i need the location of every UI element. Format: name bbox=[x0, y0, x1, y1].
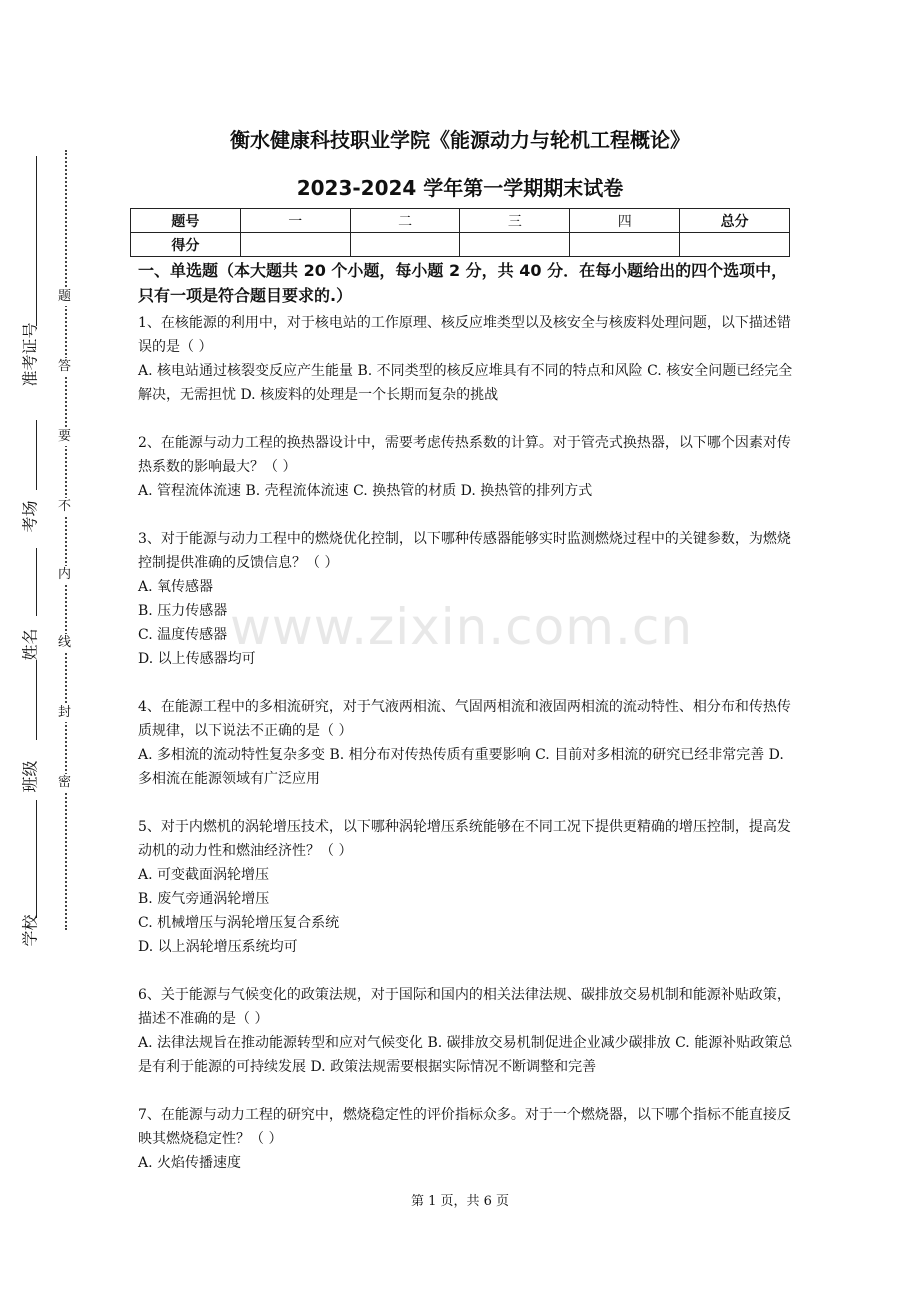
exam-id-label: 准考证号 bbox=[20, 322, 40, 387]
question-option: A. 核电站通过核裂变反应产生能量 B. 不同类型的核反应堆具有不同的特点和风险 C. 核安全问题已经完全解决，无需担忧 D. 核废料的处理是一个长期而复杂的挑战 bbox=[138, 363, 793, 403]
question-stem: 1、在核能源的利用中，对于核电站的工作原理、核反应堆类型以及核安全与核废料处理问题，以下描述错误的是（ ） bbox=[138, 315, 791, 355]
score-row bbox=[131, 233, 790, 257]
question-option: B. 废气旁通涡轮增压 bbox=[138, 891, 270, 907]
seal-word: 线 bbox=[58, 635, 72, 650]
page-footer: 第 1 页，共 6 页 bbox=[410, 1194, 510, 1209]
seal-word: 封 bbox=[58, 705, 72, 720]
watermark: www.zixin.com.cn bbox=[230, 598, 694, 656]
table-header-cell: 二 bbox=[350, 209, 460, 233]
question-item bbox=[138, 431, 798, 503]
field-line bbox=[36, 800, 37, 918]
question-stem: 5、对于内燃机的涡轮增压技术，以下哪种涡轮增压系统能够在不同工况下提供更精确的增压控制，提高发动机的动力性和燃油经济性？（ ） bbox=[138, 819, 791, 859]
question-option: C. 机械增压与涡轮增压复合系统 bbox=[138, 915, 340, 931]
score-cell bbox=[460, 233, 570, 257]
seal-dotted-line bbox=[65, 150, 67, 930]
question-option: A. 氧传感器 bbox=[138, 579, 214, 595]
question-item bbox=[138, 815, 798, 959]
question-option: A. 多相流的流动特性复杂多变 B. 相分布对传热传质有重要影响 C. 目前对多相流的研究已经非常完善 D. 多相流在能源领域有广泛应用 bbox=[138, 747, 784, 787]
exam-room-label: 考场 bbox=[20, 500, 40, 533]
question-item bbox=[138, 311, 798, 407]
question-option: D. 以上传感器均可 bbox=[138, 651, 256, 667]
seal-word: 答 bbox=[58, 359, 72, 374]
question-option: A. 法律法规旨在推动能源转型和应对气候变化 B. 碳排放交易机制促进企业减少碳排放 C. 能源补贴政策总是有利于能源的可持续发展 D. 政策法规需要根据实际情况不断调整和完善 bbox=[138, 1035, 793, 1075]
seal-word: 内 bbox=[58, 567, 72, 582]
seal-word: 密 bbox=[58, 775, 72, 790]
exam-title: 衡水健康科技职业学院《能源动力与轮机工程概论》 bbox=[230, 128, 690, 152]
question-list bbox=[138, 311, 798, 1175]
class-label: 班级 bbox=[20, 760, 40, 793]
question-item bbox=[138, 983, 798, 1079]
question-stem: 6、关于能源与气候变化的政策法规，对于国际和国内的相关法律法规、碳排放交易机制和能源补贴政策，描述不准确的是（ ） bbox=[138, 987, 791, 1027]
table-header-cell: 一 bbox=[240, 209, 350, 233]
table-header-cell: 总分 bbox=[680, 209, 790, 233]
seal-word: 要 bbox=[58, 429, 72, 444]
seal-word: 不 bbox=[58, 499, 72, 514]
table-header-cell: 四 bbox=[570, 209, 680, 233]
question-stem: 2、在能源与动力工程的换热器设计中，需要考虑传热系数的计算。对于管壳式换热器，以下哪个因素对传热系数的影响最大？（ ） bbox=[138, 435, 791, 475]
question-stem: 3、对于能源与动力工程中的燃烧优化控制，以下哪种传感器能够实时监测燃烧过程中的关键参数，为燃烧控制提供准确的反馈信息？（ ） bbox=[138, 531, 791, 571]
table-header-cell: 题号 bbox=[131, 209, 241, 233]
question-area bbox=[138, 258, 798, 1199]
question-option: A. 管程流体流速 B. 壳程流体流速 C. 换热管的材质 D. 换热管的排列方式 bbox=[138, 483, 593, 499]
exam-subtitle: 2023-2024 学年第一学期期末试卷 bbox=[296, 176, 624, 200]
score-cell bbox=[240, 233, 350, 257]
score-table bbox=[130, 208, 790, 257]
question-option: D. 以上涡轮增压系统均可 bbox=[138, 939, 298, 955]
score-header-row bbox=[131, 209, 790, 233]
field-line bbox=[36, 660, 37, 740]
score-cell bbox=[680, 233, 790, 257]
score-cell bbox=[570, 233, 680, 257]
name-label: 姓名 bbox=[20, 628, 40, 661]
section-heading: 一、单选题（本大题共 20 个小题，每小题 2 分，共 40 分．在每小题给出的四个选项中，只有一项是符合题目要求的.） bbox=[138, 261, 788, 305]
question-item bbox=[138, 695, 798, 791]
score-cell bbox=[350, 233, 460, 257]
score-row-label: 得分 bbox=[131, 233, 241, 257]
question-item bbox=[138, 1103, 798, 1175]
question-option: A. 火焰传播速度 bbox=[138, 1155, 242, 1171]
table-header-cell: 三 bbox=[460, 209, 570, 233]
school-label: 学校 bbox=[20, 914, 40, 947]
question-stem: 4、在能源工程中的多相流研究，对于气液两相流、气固两相流和液固两相流的流动特性、相分布和传热传质规律，以下说法不正确的是（ ） bbox=[138, 699, 791, 739]
question-option: C. 温度传感器 bbox=[138, 627, 228, 643]
question-option: B. 压力传感器 bbox=[138, 603, 228, 619]
seal-word: 题 bbox=[58, 289, 72, 304]
field-line bbox=[36, 420, 37, 490]
field-line bbox=[36, 548, 37, 616]
question-option: A. 可变截面涡轮增压 bbox=[138, 867, 270, 883]
question-stem: 7、在能源与动力工程的研究中，燃烧稳定性的评价指标众多。对于一个燃烧器，以下哪个指标不能直接反映其燃烧稳定性？（ ） bbox=[138, 1107, 791, 1147]
